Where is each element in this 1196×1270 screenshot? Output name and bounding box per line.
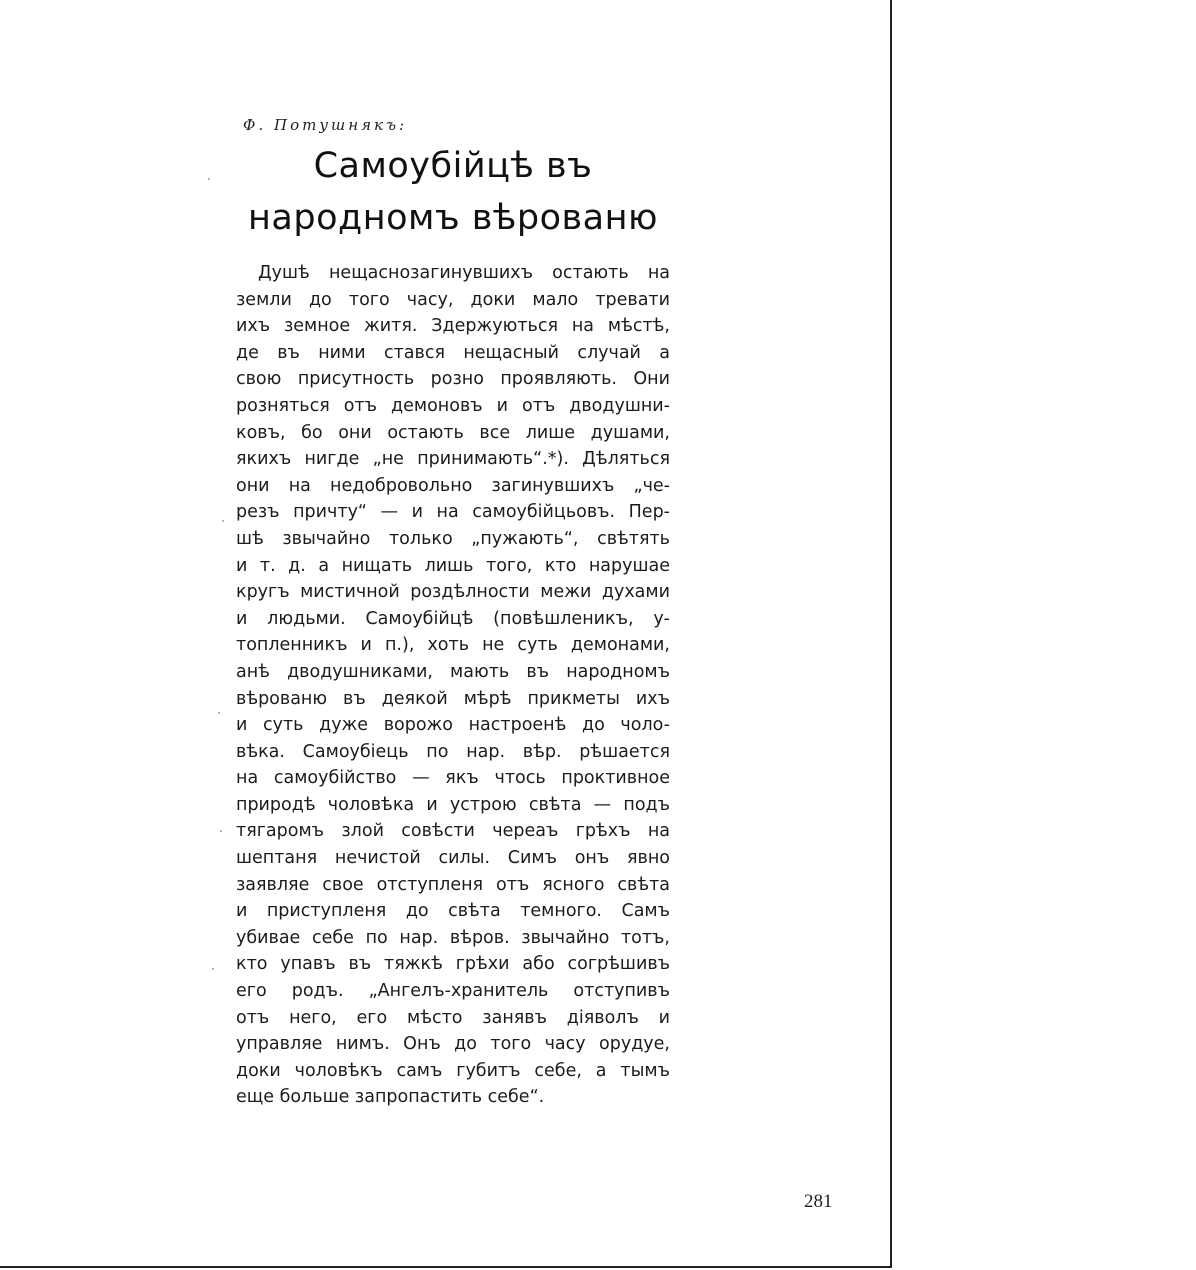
text-line: кругъ мистичной роздѣлности межи духами <box>236 582 670 603</box>
text-line: отъ него, его мѣсто занявъ дiяволъ и <box>236 1007 670 1028</box>
text-line: доки чоловѣкъ самъ губитъ себе, а тымъ <box>236 1060 670 1081</box>
text-line: ковъ, бо они остають все лише душами, <box>236 422 670 443</box>
article-author: Ф. Потушнякъ: <box>243 116 408 134</box>
text-line: резъ причту“ — и на самоубійцьовъ. Пер- <box>236 502 670 523</box>
text-line: и т. д. а нищать лишь того, кто нарушае <box>236 555 670 576</box>
text-line: топленникъ и п.), хоть не суть демонами, <box>236 635 670 656</box>
text-line: шептаня нечистой силы. Симъ онъ явно <box>236 848 670 869</box>
article-body <box>236 260 670 1111</box>
text-line: свою присутность розно проявляють. Они <box>236 369 670 390</box>
text-line: де въ ними стався нещасный случай а <box>236 342 670 363</box>
text-line: они на недобровольно загинувшихъ „че- <box>236 475 670 496</box>
text-line: шѣ звычайно только „пужають“, свѣтять <box>236 528 670 549</box>
page-number: 281 <box>804 1191 833 1212</box>
scan-speck <box>220 830 222 832</box>
scan-speck <box>212 968 214 970</box>
text-line: анѣ двoдушниками, мають въ народномъ <box>236 661 670 682</box>
text-line: вѣка. Самоубіець по нар. вѣр. рѣшается <box>236 741 670 762</box>
article-title-line: народномъ вѣрованю <box>248 198 658 238</box>
scan-speck <box>208 178 210 180</box>
text-line: кто упавъ въ тяжкѣ грѣхи або согрѣшивъ <box>236 954 670 975</box>
text-line: управляе нимъ. Онъ до того часу орудуе, <box>236 1034 670 1055</box>
scan-speck <box>218 712 220 714</box>
text-line: природѣ чоловѣка и устрою свѣта — подъ <box>236 794 670 815</box>
text-line: заявляе свое отступленя отъ ясного свѣта <box>236 874 670 895</box>
text-line: тягаромъ злой совѣсти череаъ грѣхъ на <box>236 821 670 842</box>
text-line: и суть дуже ворожо настроенѣ до чолo- <box>236 715 670 736</box>
scan-speck <box>222 520 224 522</box>
text-line: вѣрованю въ деякой мѣрѣ прикметы ихъ <box>236 688 670 709</box>
text-line: его родъ. „Ангелъ-хранитель отступивъ <box>236 981 670 1002</box>
text-line: земли до того часу, доки мало тревати <box>236 289 670 310</box>
text-line: еще больше запропастить себе“. <box>236 1087 545 1108</box>
text-line: розняться отъ демоновъ и отъ двoдушни- <box>236 395 670 416</box>
article-title <box>236 140 670 244</box>
text-line: якихъ нигде „не принимають“.*). Дѣляться <box>236 449 670 470</box>
text-line: Душѣ нещаснозагинувшихъ остають на <box>258 263 670 283</box>
text-line: и приступленя до свѣта темного. Самъ <box>236 901 670 922</box>
text-line: и людьми. Самоубійцѣ (повѣшленикъ, у- <box>236 608 670 629</box>
text-line: убивае себе по нар. вѣров. звычайно тотъ, <box>236 927 670 948</box>
text-line: на самоубійство — якъ чтось проктивное <box>236 768 670 789</box>
text-line: ихъ земное житя. Здержуються на мѣстѣ, <box>236 316 670 337</box>
article-title-line: Самоубійцѣ въ <box>313 146 593 186</box>
